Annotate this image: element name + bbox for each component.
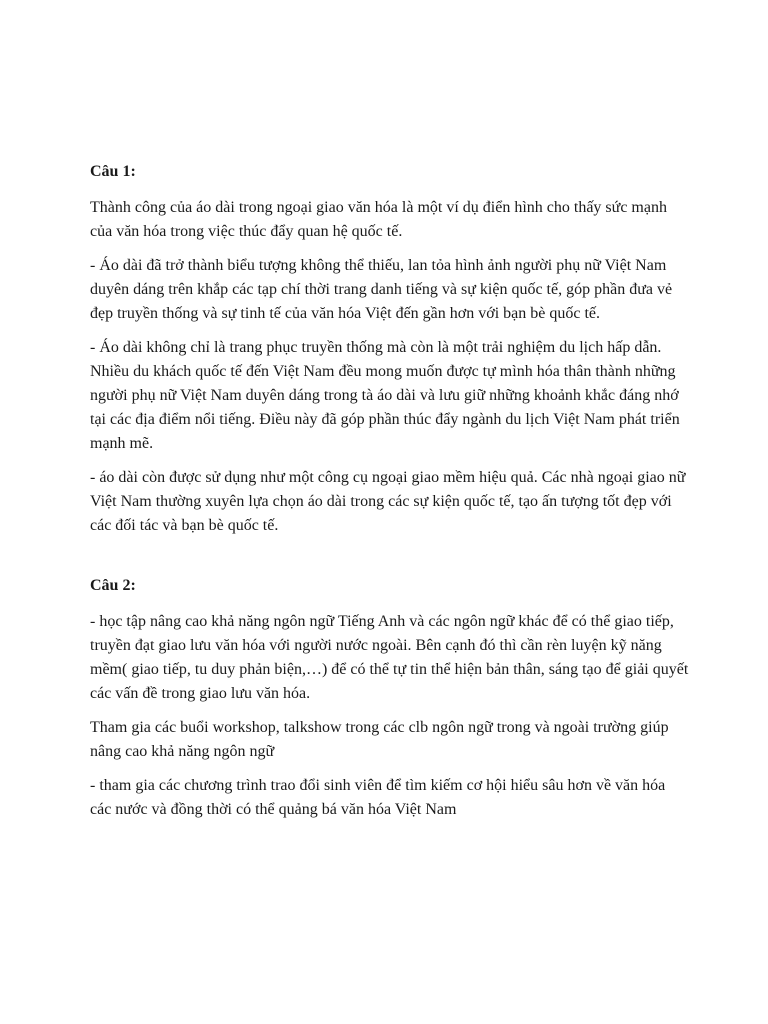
paragraph: - áo dài còn được sử dụng như một công cụ ngoại giao mềm hiệu quả. Các nhà ngoại giao nữ Việt Nam thường xuyên lựa chọn áo dài trong các sự kiện quốc tế, tạo ấn tượng tốt đẹp với các đối tác và bạn bè quốc tế.	[90, 469, 686, 534]
section-cau-2	[90, 574, 690, 822]
document-page	[90, 160, 690, 832]
paragraph: - Áo dài đã trở thành biểu tượng không thể thiếu, lan tỏa hình ảnh người phụ nữ Việt Nam duyên dáng trên khắp các tạp chí thời trang danh tiếng và sự kiện quốc tế, góp phần đưa vẻ đẹp truyền thống và sự tinh tế của văn hóa Việt đến gần hơn với bạn bè quốc tế.	[90, 257, 673, 322]
paragraph: - Áo dài không chỉ là trang phục truyền thống mà còn là một trải nghiệm du lịch hấp dẫn. Nhiều du khách quốc tế đến Việt Nam đều mong muốn được tự mình hóa thân thành những người phụ nữ Việt Nam duyên dáng trong tà áo dài và lưu giữ những khoảnh khắc đáng nhớ tại các địa điểm nổi tiếng. Điều này đã góp phần thúc đẩy ngành du lịch Việt Nam phát triển mạnh mẽ.	[90, 339, 680, 452]
section-heading: Câu 1:	[90, 163, 136, 180]
paragraph: - tham gia các chương trình trao đổi sinh viên để tìm kiếm cơ hội hiểu sâu hơn về văn hóa các nước và đồng thời có thể quảng bá văn hóa Việt Nam	[90, 777, 666, 818]
paragraph: Tham gia các buổi workshop, talkshow trong các clb ngôn ngữ trong và ngoài trường giúp nâng cao khả năng ngôn ngữ	[90, 719, 669, 760]
paragraph: Thành công của áo dài trong ngoại giao văn hóa là một ví dụ điển hình cho thấy sức mạnh của văn hóa trong việc thúc đẩy quan hệ quốc tế.	[90, 199, 667, 240]
paragraph: - học tập nâng cao khả năng ngôn ngữ Tiếng Anh và các ngôn ngữ khác để có thể giao tiếp, truyền đạt giao lưu văn hóa với người nước ngoài. Bên cạnh đó thì cần rèn luyện kỹ năng mềm( giao tiếp, tu duy phản biện,…) để có thể tự tin thể hiện bản thân, sáng tạo để giải quyết các vấn đề trong giao lưu văn hóa.	[90, 613, 689, 702]
section-cau-1	[90, 160, 690, 538]
section-heading: Câu 2:	[90, 577, 136, 594]
